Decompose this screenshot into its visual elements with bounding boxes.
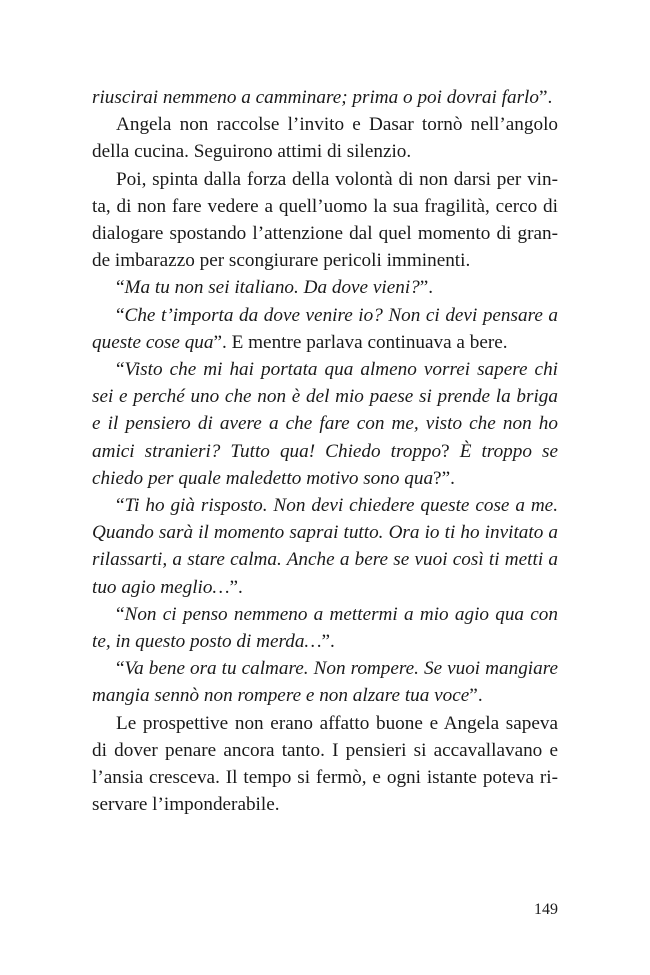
paragraph [92, 356, 558, 492]
text-run: “ [116, 603, 125, 625]
paragraph [92, 710, 558, 819]
paragraph [92, 166, 558, 275]
italic-text-run: riuscirai nemmeno a camminare; prima o poi dovrai farlo [92, 87, 539, 108]
text-run: “ [116, 304, 125, 326]
text-run: Angela non raccolse l’invito e Dasar tornò nell’angolo della cucina. Seguirono attimi di silenzio. [92, 114, 558, 163]
text-run: “ [116, 277, 125, 299]
text-run: “ [116, 495, 125, 517]
text-run: Le prospettive non erano affatto buone e Angela sapeva di dover penare ancora tanto. I pensieri si accavallavano e l’ansia cresceva. Il tempo si fermò, e ogni istante poteva riservare l’imponderabile. [92, 712, 558, 816]
text-run: “ [116, 658, 125, 680]
text-run: ”. E mentre parlava continuava a bere. [213, 331, 508, 353]
italic-text-run: Che t’importa da dove venire io? Non ci devi pensare a queste cose qua [92, 304, 558, 353]
paragraph [92, 302, 558, 356]
paragraph [92, 111, 558, 165]
text-run: ”. [229, 576, 243, 598]
text-run: ? [441, 440, 460, 462]
paragraph [92, 655, 558, 709]
italic-text-run: Ti ho già risposto. Non devi chiedere queste cose a me. Quando sarà il momento saprai tutto. Ora io ti ho invitato a rilassarti, a stare calma. Anche a bere se vuoi così ti metti a tuo agio meglio… [92, 495, 558, 598]
page-body-text [92, 84, 558, 818]
page-number: 149 [534, 901, 558, 918]
italic-text-run: Non ci penso nemmeno a mettermi a mio agio qua con te, in questo posto di merda… [92, 603, 558, 653]
italic-text-run: È troppo se chiedo per quale maledetto motivo sono qua [92, 440, 558, 489]
text-run: ”. [321, 631, 335, 653]
text-run: ”. [469, 685, 483, 707]
text-run: ”. [538, 87, 553, 108]
text-run: Poi, spinta dalla forza della volontà di non darsi per vinta, di non fare vedere a quell’uomo la sua fragilità, cerco di dialogare spostando l’attenzione dal quel momento di grande imbarazzo per scongiurare pericoli imminenti. [92, 168, 558, 272]
italic-text-run: Visto che mi hai portata qua almeno vorrei sapere chi sei e perché uno che non è del mio paese si prende la briga e il pensiero di avere a che fare con me, visto che non ho amici stranieri? Tutto qua! Chiedo troppo [92, 359, 558, 462]
paragraph [92, 492, 558, 601]
italic-text-run: Ma tu non sei italiano. Da dove vieni? [124, 277, 420, 299]
paragraph [92, 84, 558, 111]
text-run: “ [116, 359, 125, 381]
text-run: ?”. [433, 467, 455, 489]
paragraph [92, 274, 558, 301]
paragraph [92, 601, 558, 655]
italic-text-run: Va bene ora tu calmare. Non rompere. Se vuoi mangiare mangia sennò non rompere e non alzare tua voce [92, 658, 558, 707]
text-run: ”. [419, 277, 434, 299]
